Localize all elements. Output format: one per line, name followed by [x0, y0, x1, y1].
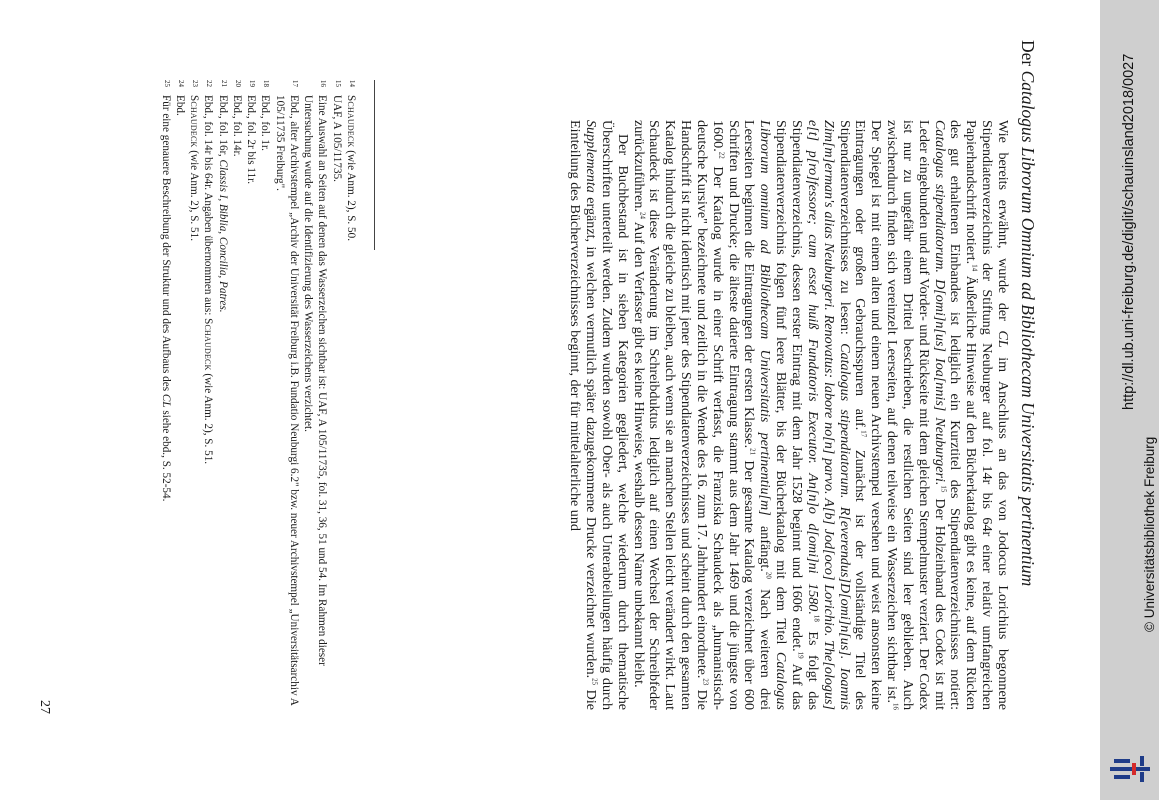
- footnote-21: 21 Ebd., fol. 16r, Classis I, Biblia, Concilia, Patres.: [216, 80, 229, 313]
- footnotes: [159, 80, 359, 710]
- logo-bar: [1114, 775, 1130, 779]
- footnote-ref[interactable]: 25: [590, 678, 599, 686]
- page-number: 27: [37, 700, 52, 714]
- footnote-ref[interactable]: 23: [701, 678, 710, 686]
- paragraph-1: Wie bereits erwähnt, wurde der CL im Anschluss an das von Jodocus Lorichius begonnene Stipendiatenverzeichnis der Stiftung Neuburger auf fol. 14r bis 64r einer relativ umfangreichen Papierhandschrift notiert.$^{14}$ Äußerliche Hinweise auf den Bücherkatalog gibt es keine, auf dem Rücken des gut erhaltenen Einbandes ist lediglich ein Kurztitel des Stipendiatenverzeichnisses notiert: Catalogus stipendiatorum. D[omi]n[us] Ioa[nnis] Neuburgeri.$^{15}$ Der Holzeinband des Codex ist mit Leder eingebunden und auf Vorder- und Rückseite mit dem gleichen Stempelmuster verziert. Der Codex ist nur zu ungefähr einem Drittel beschrieben, die restlichen Seiten sind leer geblieben. Auch zwischendurch finden sich vereinzelt Leerseiten, auf denen teilweise ein Wasserzeichen sichtbar ist.$^{16}$ Der Spiegel ist mit einem alten und einem neuen Archivstempel versehen und weist ansonsten keine Eintragungen oder großen Gebrauchsspuren auf.$^{17}$ Zunächst ist der vollständige Titel des Stipendiatenverzeichnisses zu lesen: Catalogus stipendiatorum. R[everendus]D[omi]n[us]. Ioannis Zim[m]erman's alias Neuburgeri. Renovatus: labore no[n] parvo. A[b] Jod[oco] Lorichio. The[ologus] e[t] p[ro]fessore; cum esset huiß Fundatoris Executor. An[n]o d[omi]ni 1580.18 Es folgt das Stipendiatenverzeichnis, dessen erster Eintrag mit dem Jahr 1528 beginnt und 1606 endet.$^{19}$ Auf das Stipendiatenverzeichnis folgen fünf leere Blätter, bis der Bücherkatalog mit dem Titel Catalogus Librorum omnium ad Bibliothecam Universitatis pertinentiu[m] anfängt.$^{20}$ Nach weiteren drei Leerseiten beginnen die Eintragungen der ersten Klasse.$^{21}$ Der gesamte Katalog verzeichnet über 600 Schriften und Drucke; die älteste datierte Eintragung stammt aus dem Jahr 1469 und die jüngste von 1600.22 Der Katalog wurde in einer Schrift verfasst, die Franziska Schaudeck als „humanistisch-deutsche Kursive" bezeichnete und zeitlich in die Wende des 16. zum 17. Jahrhundert einordnete.$^{23}$ Die Handschrift ist nicht identisch mit jener des Stipendiatenverzeichnisses und scheint durch den gesamten Katalog hindurch die gleiche zu bleiben, auch wenn sie an manchen Stellen leicht verändert wirkt. Laut Schaudeck ist diese Veränderung im Schreibduktus lediglich auf einen Wechsel der Schreibfeder zurückzuführen.$^{24}$ Auf den Verfasser gibt es keine Hinweise, weshalb dessen Name unbekannt bleibt.: [630, 120, 1011, 711]
- footnote-ref[interactable]: 16: [891, 703, 900, 710]
- footnote-20: 20 Ebd., fol. 14r.: [231, 80, 243, 157]
- footnote-ref[interactable]: 20: [765, 571, 774, 579]
- ub-freiburg-logo-icon: [1106, 748, 1154, 790]
- footnote-ref[interactable]: 19: [796, 651, 805, 659]
- footnote-14: 14 Schaudeck (wie Anm. 2), S. 50.: [345, 80, 357, 242]
- footnote-18: 18 Ebd., fol. 1r.: [259, 80, 272, 151]
- source-url-link[interactable]: http://dl.ub.uni-freiburg.de/diglit/schauinsland2018/0027: [1121, 53, 1137, 410]
- footnote-25: 25 Für eine genauere Beschreibung der Struktur und des Aufbaus des CL siehe ebd., S. 52-54.: [159, 80, 172, 502]
- logo-bar: [1140, 756, 1144, 766]
- logo-bar: [1140, 772, 1144, 782]
- logo-bar: [1132, 763, 1136, 775]
- logo-bar: [1114, 759, 1130, 763]
- copyright-notice: © Universitätsbibliothek Freiburg: [1142, 436, 1157, 632]
- footnote-ref[interactable]: 15: [939, 485, 948, 493]
- footnote-24: 24 Ebd.: [174, 80, 186, 116]
- footnote-ref[interactable]: 24: [638, 211, 647, 219]
- footnote-ref[interactable]: 22: [717, 151, 726, 159]
- footnote-19: 19 Ebd., fol. 2r bis 11r.: [245, 80, 258, 185]
- footnote-ref[interactable]: 21: [749, 448, 758, 456]
- footnote-15: 15 UAF, A 105/11735.: [330, 80, 343, 182]
- footnote-23: 23 Schaudeck (wie Anm. 2), S. 51.: [188, 80, 201, 242]
- footnote-22: 22 Ebd., fol. 14r bis 64r. Angaben übernommen aus: Schaudeck (wie Anm. 2), S. 51.: [202, 80, 215, 465]
- footnote-divider: [374, 80, 375, 250]
- footnote-16: 16 Eine Auswahl an Seiten auf denen das Wasserzeichen sichtbar ist: UAF, A 105/11735, fol. 31, 36, 51 und 54. Im Rahmen dieser Untersuchung wurde auf die Identifizierung des Wasserzeichens verzichtet.: [302, 80, 329, 666]
- paragraph-2: Der Buchbestand ist in sieben Kategorien gegliedert, welche wiederum durch thematische Überschriften unterteilt werden. Zudem wurden sowohl Ober- als auch Unterabteilungen häufig durch Supplementa ergänzt, in welchen vermutlich später dazugekommene Drucke verzeichnet wurden.$^{25}$ Die Einteilung des Bücherverzeichnisses beginnt, der für mittelalterliche und: [567, 120, 631, 710]
- footnote-ref[interactable]: 18: [812, 614, 821, 622]
- footnote-ref[interactable]: 14: [971, 264, 979, 272]
- footnote-ref[interactable]: 17: [860, 430, 869, 438]
- body-text: [566, 120, 1010, 710]
- section-heading: Der Catalogus Librorum Omnium ad Bibliothecam Universitatis pertinentium: [1018, 40, 1038, 587]
- logo-bar: [1110, 767, 1150, 771]
- footnote-17: 17 Ebd., alter Archivstempel „Archiv der Universität Freiburg i.B. Fundatio Neuburgi 6.2" bzw. neuer Archivstempel „Universitätsarchiv A 105/11735 Freiburg".: [273, 80, 300, 706]
